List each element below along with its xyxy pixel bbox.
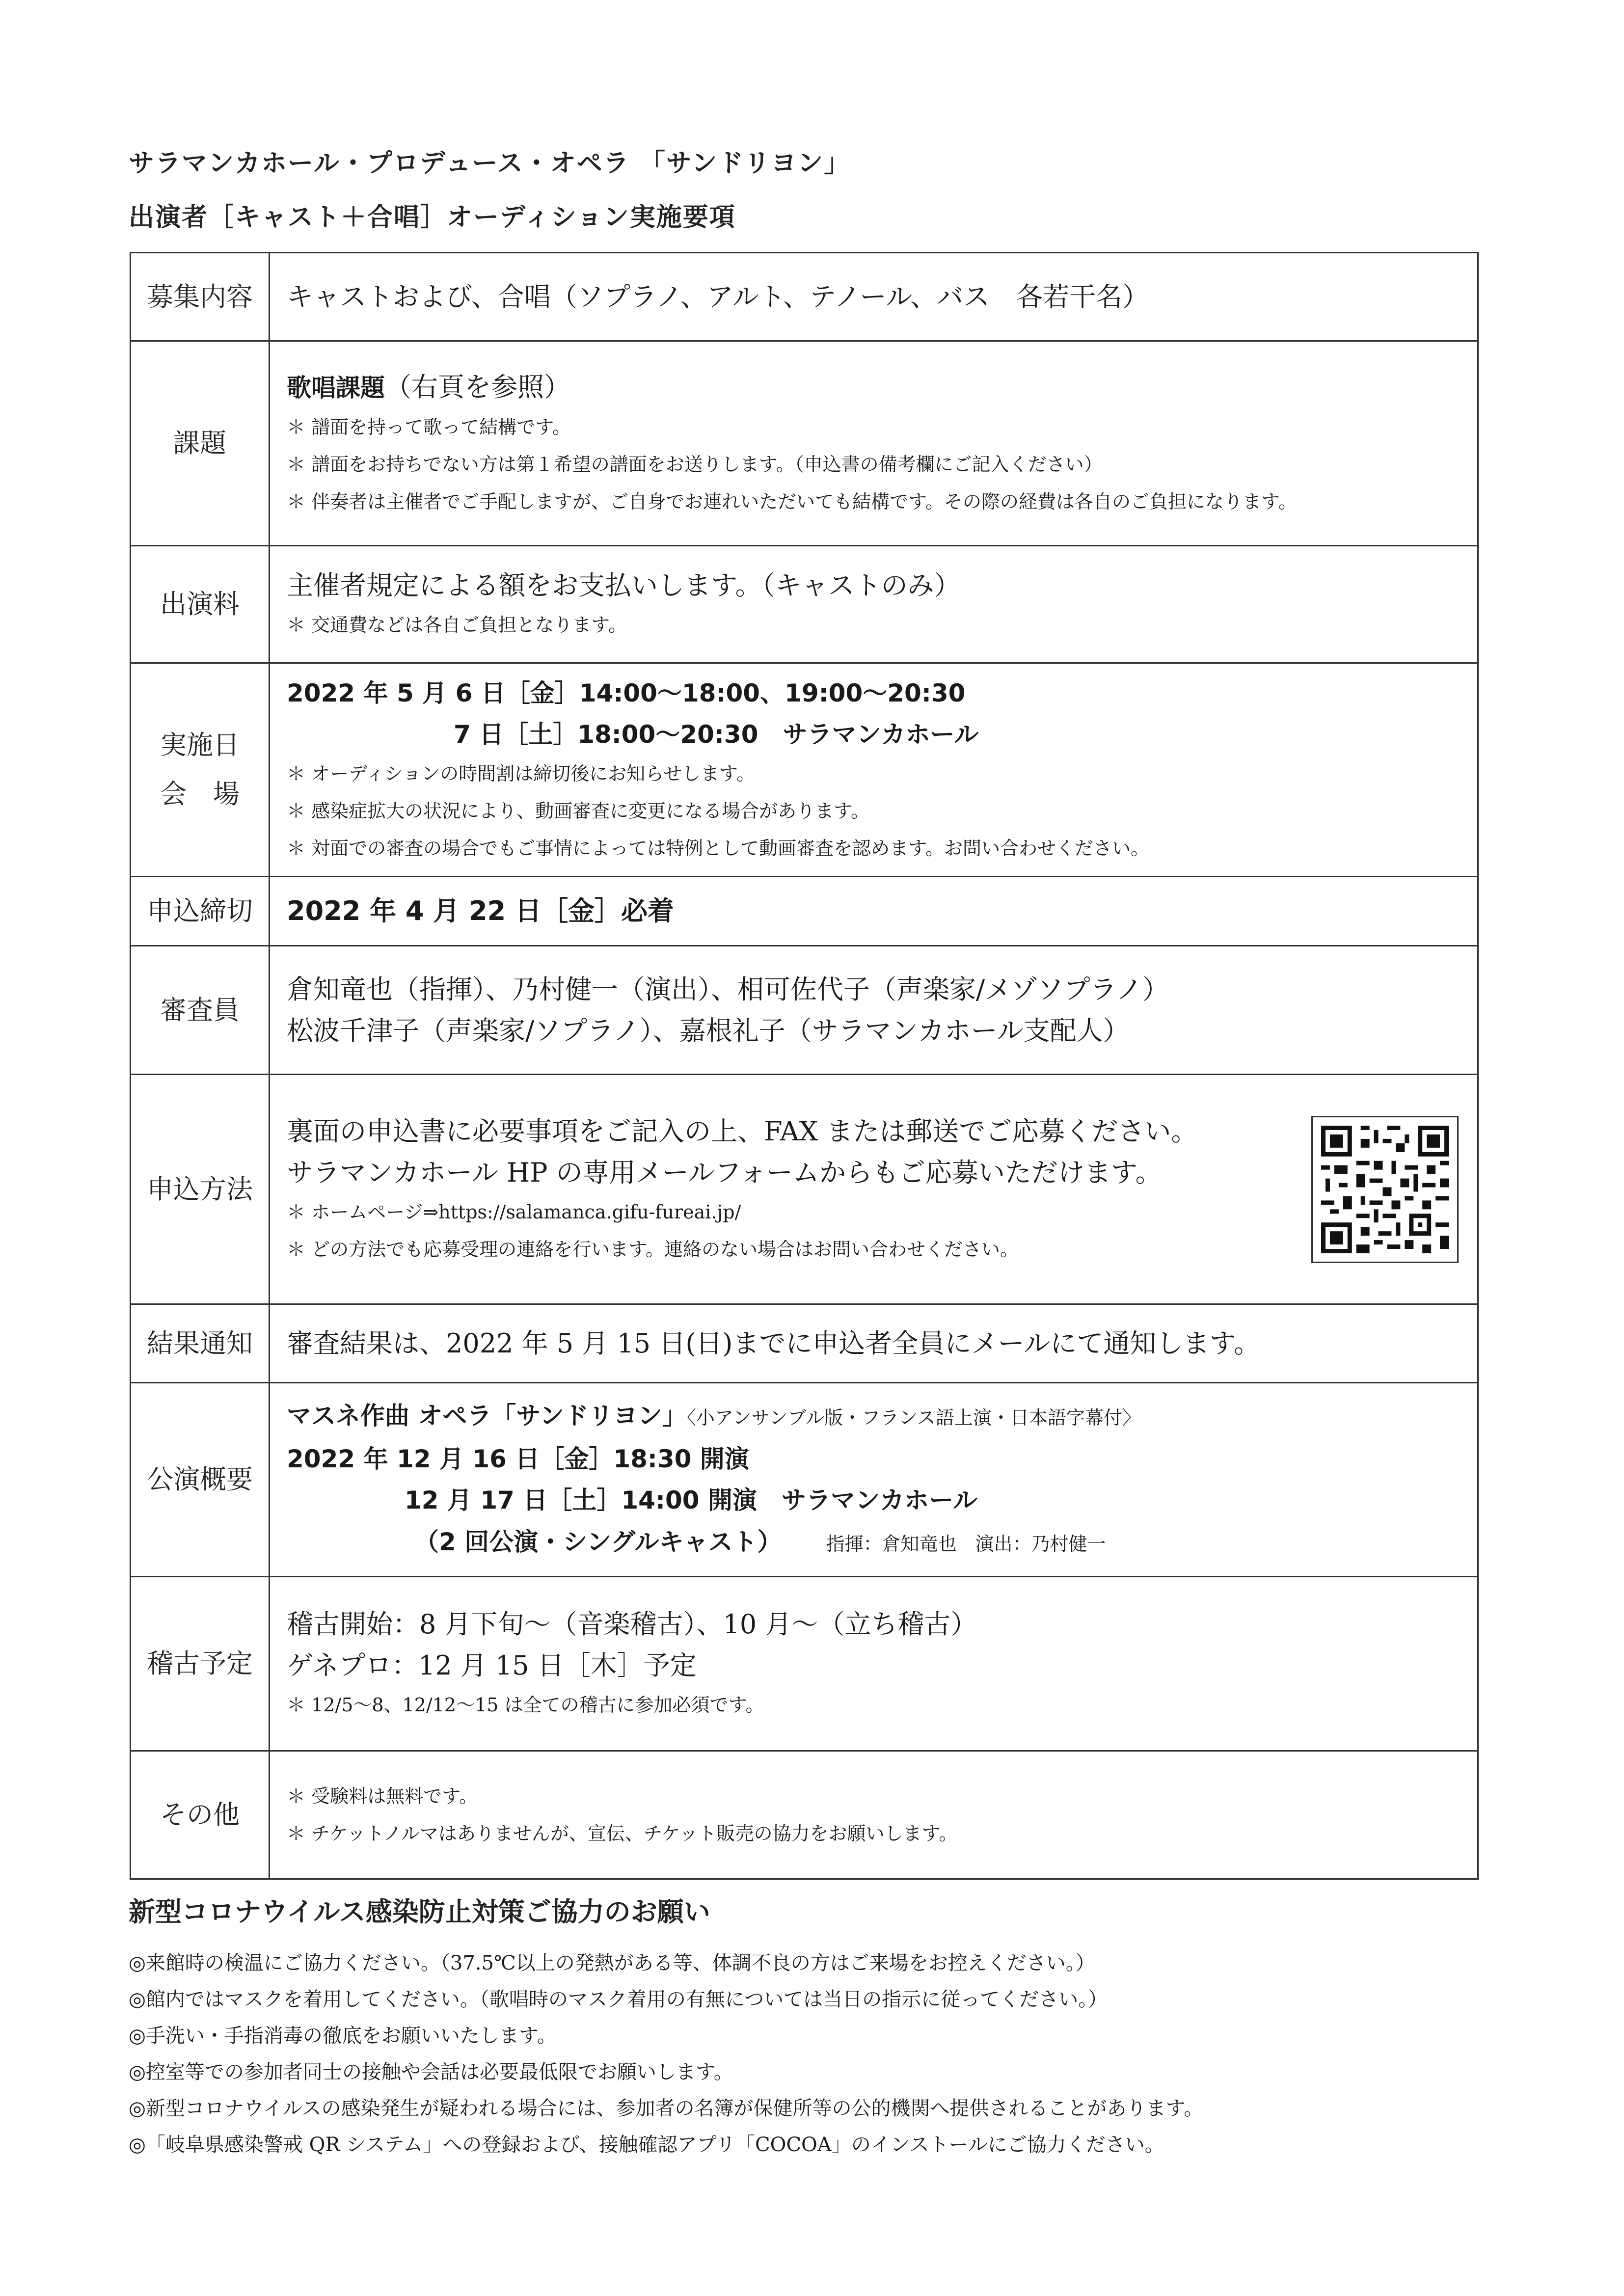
- covid-item: ◎手洗い・手指消毒の徹底をお願いいたします。: [129, 2025, 557, 2047]
- performance-title: マスネ作曲 オペラ「サンドリヨン」: [287, 1402, 687, 1430]
- other-note: ＊ 受験料は無料です。: [287, 1778, 1461, 1815]
- judges-line1: 倉知竜也（指揮）、乃村健一（演出）、相可佐代子（声楽家/メゾソプラノ）: [287, 973, 1169, 1005]
- date-line1: 2022 年 5 月 6 日［金］14:00～18:00、19:00～20:30: [287, 679, 966, 707]
- row-result: [131, 1304, 1478, 1383]
- other-note: ＊ チケットノルマはありませんが、宣伝、チケット販売の協力をお願いします。: [287, 1815, 1461, 1852]
- task-note: ＊ 譜面をお持ちでない方は第１希望の譜面をお送りします。（申込書の備考欄にご記入ください）: [287, 446, 1461, 483]
- label-judges: 審査員: [131, 946, 270, 1075]
- audition-table: [130, 252, 1479, 1880]
- label-venue: 会 場: [160, 779, 240, 810]
- row-recruit: [131, 253, 1478, 341]
- label-fee: 出演料: [131, 546, 270, 663]
- covid-item: ◎「岐阜県感染警戒 QR システム」への登録および、接触確認アプリ「COCOA」のインストールにご協力ください。: [129, 2134, 1164, 2156]
- row-performance: [131, 1383, 1478, 1577]
- task-heading: 歌唱課題: [287, 373, 385, 402]
- page-title: サラマンカホール・プロデュース・オペラ 「サンドリヨン」: [129, 149, 851, 178]
- task-note: ＊ 伴奏者は主催者でご手配しますが、ご自身でお連れいただいても結構です。その際の経費は各自のご負担になります。: [287, 483, 1461, 520]
- apply-line2: サラマンカホール HP の専用メールフォームからもご応募いただけます。: [287, 1157, 1162, 1188]
- label-date: 実施日: [160, 729, 240, 760]
- date-note: ＊ 対面での審査の場合でもご事情によっては特例として動画審査を認めます。お問い合わせください。: [287, 830, 1461, 867]
- label-deadline: 申込締切: [131, 877, 270, 946]
- label-other: その他: [131, 1751, 270, 1879]
- label-task: 課題: [131, 341, 270, 546]
- fee-note: ＊ 交通費などは各自ご負担となります。: [287, 606, 1461, 644]
- date-note: ＊ 感染症拡大の状況により、動画審査に変更になる場合があります。: [287, 792, 1461, 830]
- performance-credits: 指揮：倉知竜也 演出：乃村健一: [826, 1533, 1106, 1555]
- row-task: [131, 341, 1478, 546]
- performance-format: （2 回公演・シングルキャスト）: [414, 1528, 782, 1556]
- covid-list: [129, 1945, 1484, 2163]
- rehearsal-line1: 稽古開始：8 月下旬～（音楽稽古）、10 月～（立ち稽古）: [287, 1609, 977, 1640]
- row-deadline: [131, 877, 1478, 946]
- apply-note: ＊ どの方法でも応募受理の連絡を行います。連絡のない場合はお問い合わせください。: [287, 1231, 1461, 1268]
- rehearsal-line2: ゲネプロ：12 月 15 日［木］予定: [287, 1650, 697, 1681]
- homepage-link[interactable]: ＊ ホームページ⇒https://salamanca.gifu-fureai.jp/: [287, 1193, 1461, 1231]
- performance-subtitle: 〈小アンサンブル版・フランス語上演・日本語字幕付〉: [686, 1407, 1141, 1429]
- qr-code-icon[interactable]: [1311, 1116, 1459, 1263]
- date-note: ＊ オーディションの時間割は締切後にお知らせします。: [287, 755, 1461, 792]
- covid-item: ◎新型コロナウイルスの感染発生が疑われる場合には、参加者の名簿が保健所等の公的機関へ提供されることがあります。: [129, 2097, 1204, 2120]
- performance-date2: 12 月 17 日［土］14:00 開演 サラマンカホール: [405, 1486, 977, 1514]
- covid-item: ◎館内ではマスクを着用してください。（歌唱時のマスク着用の有無については当日の指示に従ってください。）: [129, 1988, 1108, 2011]
- label-result: 結果通知: [131, 1304, 270, 1383]
- covid-section-title: 新型コロナウイルス感染防止対策ご協力のお願い: [129, 1896, 710, 1927]
- deadline-text: 2022 年 4 月 22 日［金］必着: [270, 877, 1478, 946]
- judges-line2: 松波千津子（声楽家/ソプラノ）、嘉根礼子（サラマンカホール支配人）: [287, 1015, 1130, 1046]
- row-fee: [131, 546, 1478, 663]
- recruit-text: キャストおよび、合唱（ソプラノ、アルト、テノール、バス 各若干名）: [270, 253, 1478, 341]
- rehearsal-note: ＊ 12/5～8、12/12～15 は全ての稽古に参加必須です。: [287, 1686, 1461, 1724]
- label-performance: 公演概要: [131, 1383, 270, 1577]
- row-judges: [131, 946, 1478, 1075]
- performance-date1: 2022 年 12 月 16 日［金］18:30 開演: [287, 1445, 749, 1473]
- label-rehearsal: 稽古予定: [131, 1577, 270, 1751]
- task-note: ＊ 譜面を持って歌って結構です。: [287, 408, 1461, 446]
- fee-text: 主催者規定による額をお支払いします。（キャストのみ）: [287, 570, 961, 601]
- label-recruit: 募集内容: [131, 253, 270, 341]
- row-date: [131, 663, 1478, 877]
- result-text: 審査結果は、2022 年 5 月 15 日(日)までに申込者全員にメールにて通知します。: [270, 1304, 1478, 1383]
- qr-code-graphic: [1321, 1126, 1449, 1253]
- covid-item: ◎控室等での参加者同士の接触や会話は必要最低限でお願いします。: [129, 2061, 733, 2083]
- apply-line1: 裏面の申込書に必要事項をご記入の上、FAX または郵送でご応募ください。: [287, 1115, 1198, 1147]
- task-heading-note: （右頁を参照）: [385, 371, 570, 403]
- covid-item: ◎来館時の検温にご協力ください。（37.5℃以上の発熱がある等、体調不良の方はご来場をお控えください。）: [129, 1952, 1095, 1974]
- row-apply: [131, 1075, 1478, 1304]
- row-rehearsal: [131, 1577, 1478, 1751]
- row-other: [131, 1751, 1478, 1879]
- label-apply: 申込方法: [131, 1075, 270, 1304]
- page-subtitle: 出演者［キャスト＋合唱］オーディション実施要項: [129, 203, 736, 232]
- date-line2: 7 日［土］18:00～20:30 サラマンカホール: [454, 720, 979, 749]
